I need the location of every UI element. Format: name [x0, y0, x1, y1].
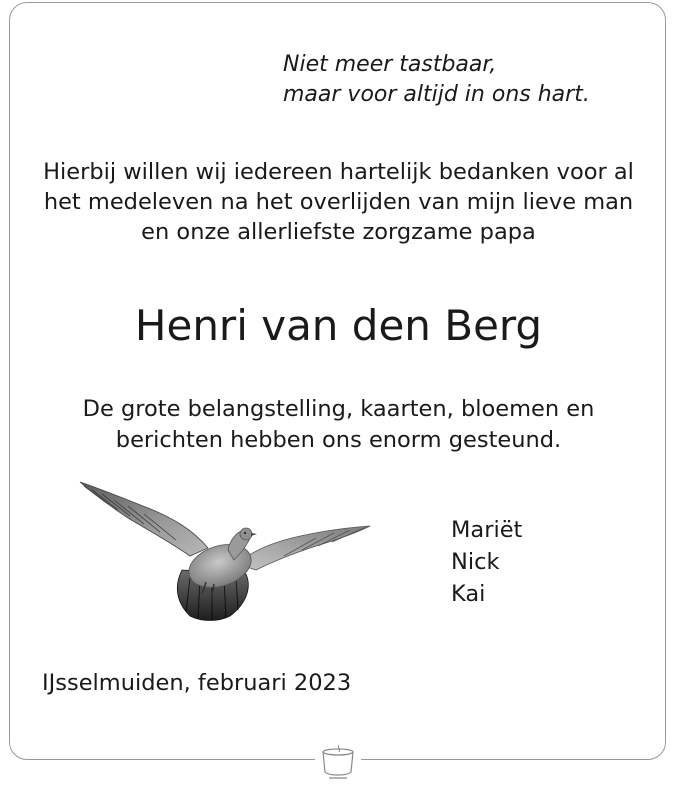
motto-line-2: maar voor altijd in ons hart. — [283, 82, 590, 107]
motto — [283, 50, 590, 110]
family-member: Kai — [451, 581, 486, 607]
obituary-card — [9, 2, 666, 760]
thanks-line-1: Hierbij willen wij iedereen hartelijk bedanken voor al — [43, 159, 634, 185]
candle-logo-icon — [315, 742, 361, 784]
thanks-line-3: en onze allerliefste zorgzame papa — [141, 219, 536, 245]
deceased-name: Henri van den Berg — [134, 301, 543, 350]
thanks-line-2: het medeleven na het overlijden van mijn lieve man — [43, 189, 634, 215]
family-member: Mariët — [451, 517, 523, 543]
family-names — [451, 514, 522, 610]
support-line-2: berichten hebben ons enorm gesteund. — [115, 427, 562, 453]
support-line-1: De grote belangstelling, kaarten, bloemen en — [82, 396, 595, 422]
pigeon-in-flight-icon — [78, 478, 374, 626]
thanks-text — [20, 157, 657, 247]
support-text — [0, 394, 677, 456]
motto-line-1: Niet meer tastbaar, — [283, 52, 497, 77]
place-and-date: IJsselmuiden, februari 2023 — [42, 670, 352, 696]
family-member: Nick — [451, 549, 500, 575]
